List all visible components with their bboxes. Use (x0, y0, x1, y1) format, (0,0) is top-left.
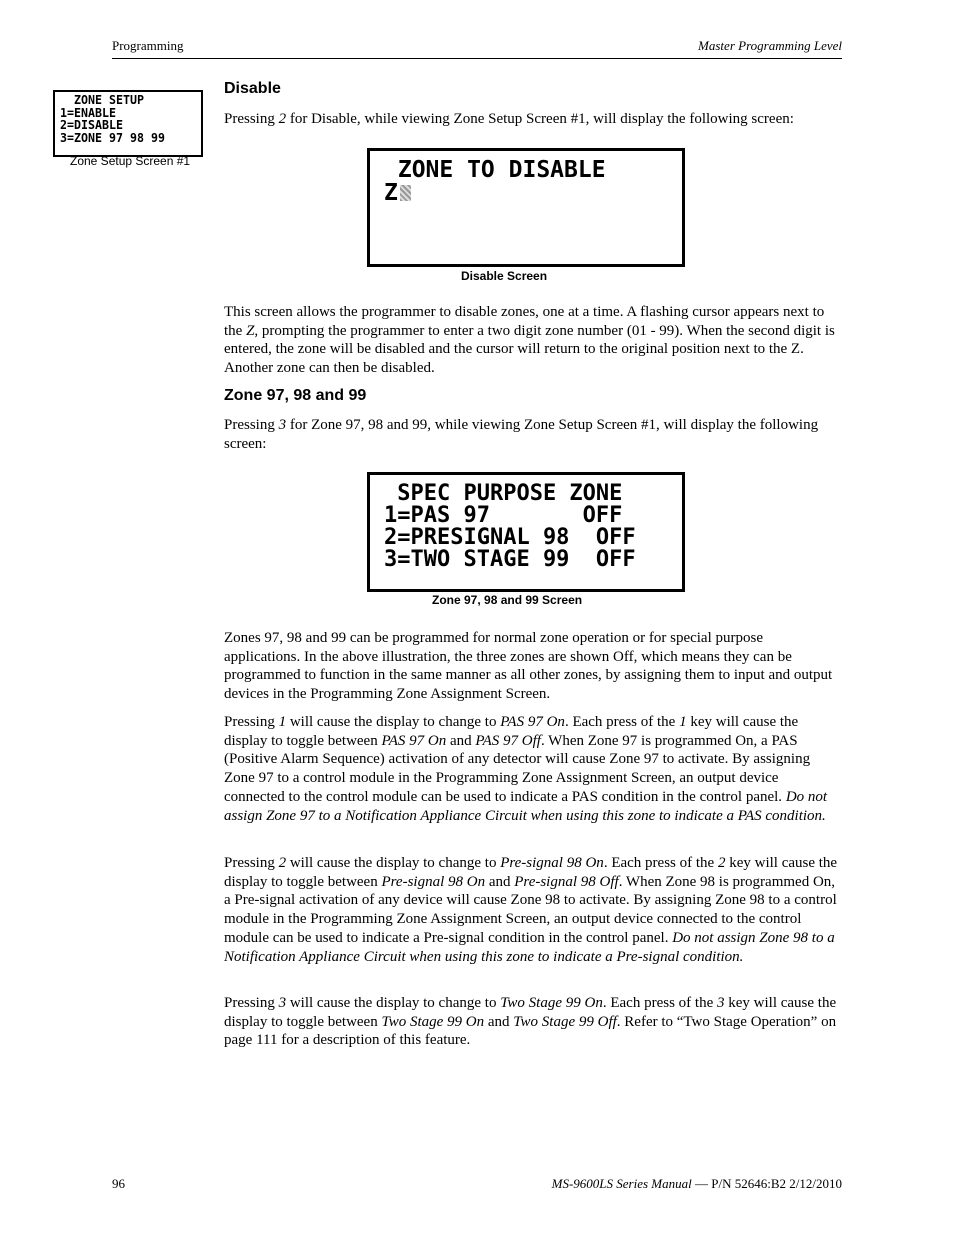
lcd-line: 2=PRESIGNAL 98 OFF (384, 525, 636, 550)
zone97-para-two-stage: Pressing 3 will cause the display to change to Two Stage 99 On. Each press of the 3 key will cause the display to toggle between Two Stage 99 On and Two Stage 99 Off. Refer to “Two Stage Operation” on page 111 for a description of this feature. (224, 995, 837, 1049)
disable-lcd (367, 148, 685, 267)
zone-setup-caption: Zone Setup Screen #1 (70, 154, 191, 168)
header-rule (112, 58, 842, 59)
zone97-para-presignal: Pressing 2 will cause the display to change to Pre-signal 98 On. Each press of the 2 key will cause the display to toggle between Pre-signal 98 On and Pre-signal 98 Off. When Zone 98 is programmed On, a Pre-signal activation of any device will cause Zone 98 to activate. By assigning Zone 98 to a control module in the Programming Zone Assignment Screen, an output device connected to the control module can be used to indicate a Pre-signal condition in the control panel. Do not assign Zone 98 to a Notification Appliance Circuit when using this zone to indicate a Pre-signal condition. (224, 855, 838, 965)
zone-setup-lcd (53, 90, 203, 157)
page-number: 96 (112, 1176, 125, 1191)
lcd-line: 1=PAS 97 OFF (384, 503, 623, 528)
zone97-heading: Zone 97, 98 and 99 (224, 387, 367, 404)
lcd-line: 3=TWO STAGE 99 OFF (384, 547, 636, 572)
spec-purpose-lcd (367, 472, 685, 592)
zone97-caption: Zone 97, 98 and 99 Screen (432, 593, 583, 607)
header-chapter-title: Master Programming Level (698, 38, 842, 53)
lcd-line: Z (384, 182, 682, 205)
disable-intro: Pressing 2 for Disable, while viewing Zone Setup Screen #1, will display the following screen: (224, 111, 794, 127)
disable-heading: Disable (224, 80, 281, 97)
zone97-para-pas: Pressing 1 will cause the display to change to PAS 97 On. Each press of the 1 key will cause the display to toggle between PAS 97 On and PAS 97 Off. When Zone 97 is programmed On, a PAS (Positive Alarm Sequence) activation of any detector will cause Zone 97 to activate. By assigning Zone 97 to a control module in the Programming Zone Assignment Screen, an output device connected to the control module can be used to indicate a PAS condition in the control panel. Do not assign Zone 97 to a Notification Appliance Circuit when using this zone to indicate a PAS condition. (224, 714, 828, 824)
lcd-line: 1=ENABLE (60, 104, 117, 120)
zone97-para-1: Zones 97, 98 and 99 can be programmed for normal zone operation or for special purpose applications. In the above illustration, the three zones are shown Off, which means they can be programmed to function in the same manner as all other zones, by assigning them to input and output devices in the Programming Zone Assignment Screen. (224, 630, 833, 703)
disable-caption: Disable Screen (461, 269, 548, 283)
lcd-line: ZONE SETUP (60, 92, 144, 107)
lcd-line: SPEC PURPOSE ZONE (384, 481, 623, 506)
zone97-intro: Pressing 3 for Zone 97, 98 and 99, while viewing Zone Setup Screen #1, will display the following screen: (224, 417, 819, 452)
footer-manual-info: MS-9600LS Series Manual — P/N 52646:B2 2/12/2010 (551, 1176, 842, 1191)
cursor-block (400, 185, 411, 201)
disable-body: This screen allows the programmer to disable zones, one at a time. A flashing cursor appears next to the Z, prompting the programmer to enter a two digit zone number (01 - 99). When the second digit is entered, the zone will be disabled and the cursor will return to the original position next to the Z. Another zone can then be disabled. (224, 304, 835, 377)
lcd-line: ZONE TO DISABLE (384, 157, 606, 183)
header-section-title: Programming (112, 38, 184, 53)
lcd-line: 2=DISABLE (60, 117, 123, 132)
lcd-line: 3=ZONE 97 98 99 (60, 129, 165, 145)
